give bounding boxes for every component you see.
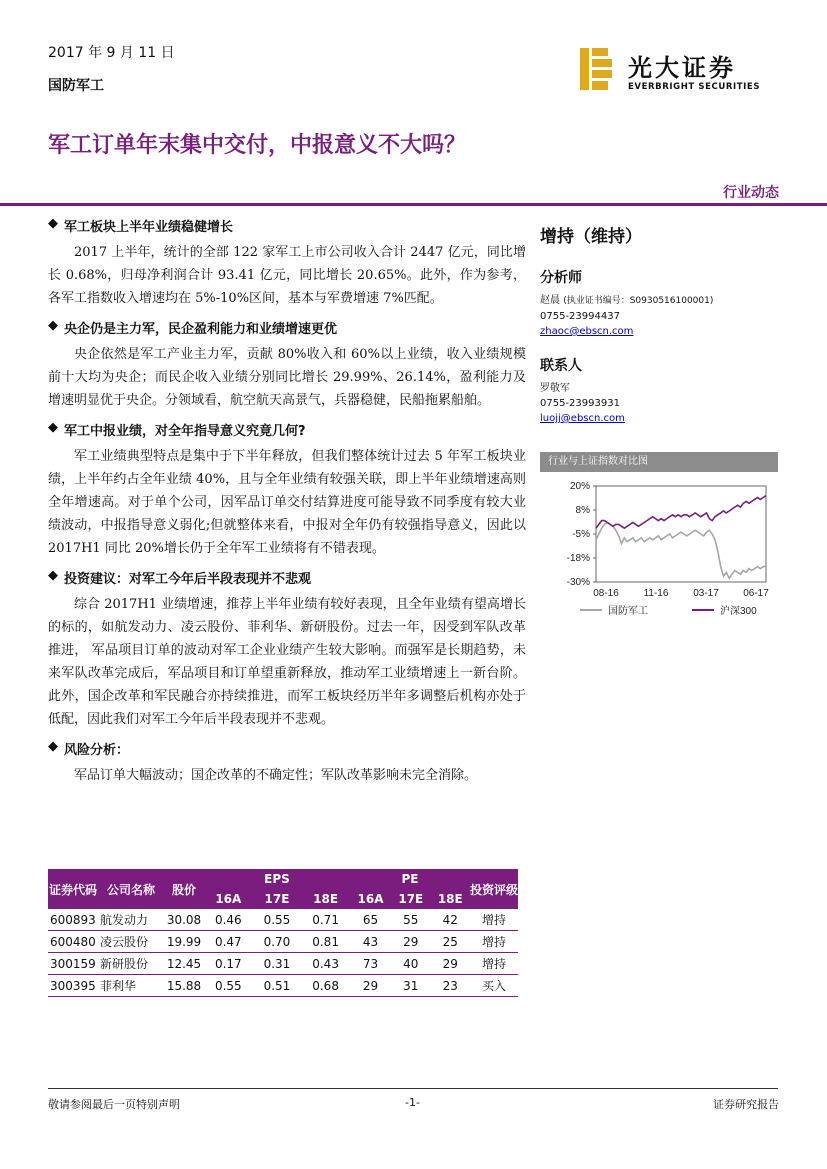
cell-price: 15.88 [164, 975, 204, 997]
cell-code: 600480 [48, 931, 98, 953]
contact-name: 罗敬军 [540, 383, 570, 394]
page-number: -1- [405, 1096, 420, 1109]
cell-price: 12.45 [164, 953, 204, 975]
page-title: 军工订单年末集中交付，中报意义不大吗？ [48, 133, 467, 158]
stock-table [48, 869, 518, 997]
legend-label: 国防军工 [608, 606, 648, 617]
header-divider [0, 203, 827, 206]
header-year: 18E [431, 889, 470, 909]
contact-label: 联系人 [540, 358, 582, 374]
table-row [48, 931, 518, 953]
everbright-logo-icon [580, 48, 614, 90]
header-year: 16A [204, 889, 253, 909]
header-year: 17E [391, 889, 430, 909]
diamond-bullet-icon: ◆ [48, 216, 58, 231]
cell-pe: 43 [350, 931, 391, 953]
section [48, 739, 526, 787]
cell-eps: 0.43 [301, 953, 350, 975]
cell-name: 菲利华 [98, 975, 164, 997]
chart-plot [540, 472, 778, 628]
disclaimer-note: 敬请参阅最后一页特别声明 [48, 1098, 180, 1111]
diamond-bullet-icon: ◆ [48, 420, 58, 435]
cell-pe: 31 [391, 975, 430, 997]
series-line-defense [596, 523, 766, 579]
cell-name: 凌云股份 [98, 931, 164, 953]
cell-price: 19.99 [164, 931, 204, 953]
logo-chinese-name: 光大证券 [628, 53, 736, 82]
series-line-csi300 [596, 496, 766, 529]
cell-rating: 增持 [470, 909, 518, 931]
cell-rating: 增持 [470, 931, 518, 953]
section [48, 318, 526, 412]
cell-pe: 29 [391, 931, 430, 953]
diamond-bullet-icon: ◆ [48, 318, 58, 333]
analyst-cert: (执业证书编号：S0930516100001) [563, 296, 714, 306]
cell-pe: 42 [431, 909, 470, 931]
report-category: 证券研究报告 [713, 1098, 779, 1111]
cell-pe: 29 [431, 953, 470, 975]
header-year: 18E [301, 889, 350, 909]
header-code: 证券代码 [48, 869, 98, 909]
cell-rating: 买入 [470, 975, 518, 997]
section-paragraph: 军工业绩典型特点是集中于下半年释放，但我们整体统计过去 5 年军工板块业绩，上半年约占全年业绩 40%，且与全年业绩有较强关联，即上半年业绩增速高则全年增速高。对于单个公司，因军品订单交付结算进度可能导致不同季度有较大业绩波动，中报指导意义弱化;但就整体来看，中报对全年仍有较强指导意义，因此以2017H1 同比 20%增长仍于全年军工业绩将有不错表现。 [48, 449, 526, 556]
contact-email-link[interactable]: luojj@ebscn.com [540, 413, 625, 424]
company-logo [580, 48, 780, 96]
header-year: 16A [350, 889, 391, 909]
cell-code: 300159 [48, 953, 98, 975]
cell-eps: 0.55 [204, 975, 253, 997]
x-tick-label: 06-17 [743, 588, 769, 599]
cell-pe: 25 [431, 931, 470, 953]
section [48, 420, 526, 560]
diamond-bullet-icon: ◆ [48, 568, 58, 583]
cell-eps: 0.17 [204, 953, 253, 975]
section-heading: ◆ 风险分析： [48, 739, 130, 758]
x-tick-label: 03-17 [693, 588, 719, 599]
y-tick-label: 8% [575, 505, 590, 516]
legend-label: 沪深300 [720, 606, 757, 617]
section [48, 568, 526, 731]
sector-label: 国防军工 [48, 78, 104, 94]
cell-eps: 0.71 [301, 909, 350, 931]
cell-code: 600893 [48, 909, 98, 931]
header-name: 公司名称 [98, 869, 164, 909]
cell-eps: 0.46 [204, 909, 253, 931]
cell-eps: 0.31 [253, 953, 302, 975]
cell-pe: 29 [350, 975, 391, 997]
analyst-email-link[interactable]: zhaoc@ebscn.com [540, 326, 634, 337]
sidebar [540, 222, 780, 426]
cell-eps: 0.51 [253, 975, 302, 997]
header-price: 股价 [164, 869, 204, 909]
section-heading: ◆ 军工板块上半年业绩稳健增长 [48, 216, 234, 235]
y-tick-label: -18% [566, 553, 590, 564]
cell-pe: 40 [391, 953, 430, 975]
table-row [48, 953, 518, 975]
cell-name: 航发动力 [98, 909, 164, 931]
section [48, 216, 526, 310]
header-pe: PE [350, 869, 470, 889]
analyst-phone: 0755-23994437 [540, 311, 620, 322]
analyst-line [540, 293, 780, 309]
cell-name: 新研股份 [98, 953, 164, 975]
cell-eps: 0.70 [253, 931, 302, 953]
x-tick-label: 08-16 [593, 588, 619, 599]
section-heading: ◆ 军工中报业绩，对全年指导意义究竟几何? [48, 420, 306, 439]
cell-price: 30.08 [164, 909, 204, 931]
cell-eps: 0.81 [301, 931, 350, 953]
cell-eps: 0.55 [253, 909, 302, 931]
cell-pe: 23 [431, 975, 470, 997]
x-tick-label: 11-16 [643, 588, 669, 599]
contact-phone: 0755-23993931 [540, 398, 620, 409]
y-tick-label: -30% [566, 577, 590, 588]
table-row [48, 909, 518, 931]
logo-english-name: EVERBRIGHT SECURITIES [628, 82, 761, 92]
y-tick-label: -5% [572, 529, 590, 540]
report-date: 2017 年 9 月 11 日 [48, 45, 175, 61]
section-paragraph: 综合 2017H1 业绩增速，推荐上半年业绩有较好表现，且全年业绩有望高增长的标的，如航发动力、凌云股份、菲利华、新研股份。过去一年，因受到军队改革推进， 军品项目订单的波动对军工企业业绩产生较大影响。而强军是长期趋势，未来军队改革完成后，军品项目和订单望重新释放，推动军工业绩增速上一新台阶。此外，国企改革和军民融合亦持续推进，而军工板块经历半年多调整后机构亦处于低配，因此我们对军工今年后半段表现并不悲观。 [48, 597, 526, 727]
chart-title: 行业与上证指数对比图 [540, 452, 778, 472]
cell-rating: 增持 [470, 953, 518, 975]
section-heading: ◆ 投资建议：对军工今年后半段表现并不悲观 [48, 568, 312, 587]
cell-eps: 0.47 [204, 931, 253, 953]
investment-rating: 增持（维持） [540, 227, 642, 247]
diamond-bullet-icon: ◆ [48, 739, 58, 754]
section-heading: ◆ 央企仍是主力军，民企盈利能力和业绩增速更优 [48, 318, 338, 337]
cell-pe: 73 [350, 953, 391, 975]
section-paragraph: 央企依然是军工产业主力军，贡献 80%收入和 60%以上业绩，收入业绩规模前十大均为央企；而民企收入业绩分别同比增长 29.99%、26.14%，盈利能力及增速明显优于央企。分领域看，航空航天高景气，兵器稳健，民船拖累船舶。 [48, 347, 526, 408]
header-year: 17E [253, 889, 302, 909]
analyst-label: 分析师 [540, 270, 582, 286]
report-type: 行业动态 [723, 185, 779, 201]
chart-frame [596, 486, 766, 582]
table-row [48, 975, 518, 997]
cell-code: 300395 [48, 975, 98, 997]
cell-eps: 0.68 [301, 975, 350, 997]
section-paragraph: 军品订单大幅波动；国企改革的不确定性；军队改革影响未完全消除。 [74, 768, 478, 783]
section-paragraph: 2017 上半年，统计的全部 122 家军工上市公司收入合计 2447 亿元，同比增长 0.68%，归母净利润合计 93.41 亿元，同比增长 20.65%。此外，作为参考，各军工指数收入增速均在 5%-10%区间，基本与军费增速 7%匹配。 [48, 245, 526, 306]
main-content [48, 216, 526, 795]
y-tick-label: 20% [569, 481, 590, 492]
analyst-name: 赵晨 [540, 295, 560, 306]
header-eps: EPS [204, 869, 350, 889]
header-rating: 投资评级 [470, 869, 518, 909]
cell-pe: 55 [391, 909, 430, 931]
footer-divider [48, 1088, 778, 1089]
comparison-chart [540, 452, 778, 628]
cell-pe: 65 [350, 909, 391, 931]
